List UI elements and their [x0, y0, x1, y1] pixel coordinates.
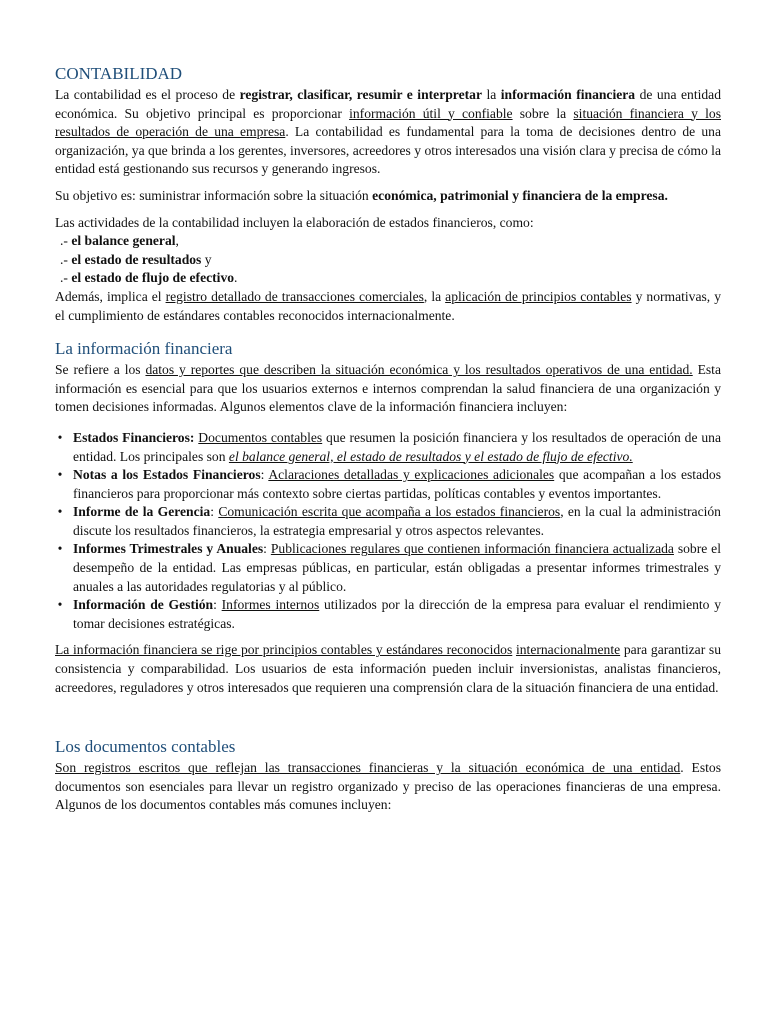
paragraph-definition — [55, 86, 721, 179]
text-span: la — [481, 87, 501, 102]
text-span: y — [201, 251, 212, 267]
list-item — [55, 429, 721, 466]
bold-text: Información de Gestión — [73, 597, 214, 613]
bullet-icon: • — [57, 597, 63, 613]
paragraph-records — [55, 759, 721, 815]
text-span: Se refiere a los — [55, 362, 146, 378]
text-span: que acompañan a los estados financieros para proporcionar más contexto sobre ciertas partidas, políticas contables y eventos importantes. — [73, 467, 721, 501]
bold-text: el balance general — [71, 233, 176, 249]
list-item — [60, 251, 721, 270]
bullet-icon: • — [57, 429, 63, 445]
underlined-text: Documentos contables — [198, 429, 323, 445]
paragraph-refers — [55, 361, 721, 417]
bold-text: registrar, clasificar, resumir e interpretar — [239, 87, 482, 102]
bullet-icon: • — [57, 541, 63, 557]
heading-informacion-financiera: La información financiera — [55, 339, 233, 359]
paragraph-objective — [55, 187, 721, 206]
underlined-text: La información financiera se rige por principios contables y estándares reconocidos — [55, 642, 513, 658]
text-span: , — [175, 233, 179, 249]
text-span: sobre la — [512, 105, 574, 121]
text-span: de una entidad económica. Su objetivo principal es proporcionar — [55, 87, 721, 121]
text-span: Su objetivo es: suministrar información sobre la situación — [55, 187, 373, 203]
text-span: Esta información es esencial para que los usuarios externos e internos comprendan la salud financiera de una organización y tomen decisiones informadas. Algunos elementos clave de la información financiera incluyen: — [55, 362, 721, 415]
heading-documentos-contables: Los documentos contables — [55, 737, 236, 757]
list-prefix: .- — [60, 233, 72, 249]
paragraph-additionally — [55, 288, 721, 325]
text-span: . La contabilidad es fundamental para la toma de decisiones dentro de una organización, ya que brinda a los gerentes, inversores, acreedores y otros interesados una visión clara y precisa de cómo la entidad está gestionando sus recursos y generando ingresos. — [55, 124, 722, 177]
italic-underlined-text: el balance general, el estado de resultados y el estado de flujo de efectivo. — [228, 448, 633, 464]
document-page — [55, 62, 721, 815]
text-span: : — [260, 467, 269, 483]
list-item — [55, 503, 721, 540]
list-item — [60, 232, 721, 251]
text-span: y normativas, y el cumplimiento de estándares contables reconocidos internacionalmente. — [55, 288, 722, 323]
text-span: La contabilidad es el proceso de — [55, 87, 240, 102]
list-item — [60, 269, 721, 288]
list-item — [55, 596, 721, 633]
underlined-text: Informes internos — [221, 597, 320, 613]
paragraph-activities: Las actividades de la contabilidad incluyen la elaboración de estados financieros, como: — [55, 214, 534, 230]
bold-text: Estados Financieros: — [73, 429, 195, 445]
key-elements-list — [55, 429, 721, 634]
text-span: . Estos documentos son esenciales para llevar un registro organizado y preciso de las operaciones financieras de una empresa. Algunos de los documentos contables más comunes incluyen: — [55, 760, 721, 813]
underlined-text: datos y reportes que describen la situación económica y los resultados operativos de una entidad. — [145, 362, 693, 378]
underlined-text: Son registros escritos que reflejan las transacciones financieras y la situación económica de una entidad — [55, 760, 681, 776]
list-prefix: .- — [60, 251, 72, 267]
text-span: que resumen la posición financiera y los resultados de operación de una entidad. Los principales son — [73, 429, 721, 464]
text-span: . — [234, 270, 238, 286]
bold-text: económica, patrimonial y financiera de la empresa. — [372, 187, 668, 203]
underlined-text: internacionalmente — [515, 642, 621, 658]
bold-text: Notas a los Estados Financieros — [73, 467, 261, 483]
bullet-icon: • — [57, 504, 63, 520]
bold-text: Informe de la Gerencia — [73, 504, 211, 520]
underlined-text: Aclaraciones detalladas y explicaciones adicionales — [268, 467, 555, 483]
text-span: : — [263, 541, 271, 557]
text-span: : — [213, 597, 222, 613]
paragraph-governed — [55, 641, 721, 697]
text-span: sobre el desempeño de la entidad. Las empresas públicas, en particular, están obligadas a presentar informes trimestrales y anuales a las autoridades regulatorias y al público. — [73, 541, 721, 594]
heading-contabilidad: CONTABILIDAD — [55, 64, 183, 83]
underlined-text: registro detallado de transacciones comerciales — [165, 288, 424, 304]
bold-text: el estado de resultados — [71, 251, 202, 267]
underlined-text: aplicación de principios contables — [445, 288, 632, 304]
underlined-text: información útil y confiable — [349, 105, 513, 121]
text-span: utilizados por la dirección de la empresa para evaluar el rendimiento y tomar decisiones estratégicas. — [73, 597, 722, 631]
bold-text: información financiera — [500, 87, 636, 102]
text-span: para garantizar su consistencia y comparabilidad. Los usuarios de esta información pueden incluir inversionistas, analistas financieros, acreedores, reguladores y otros interesados que requieren una comprensión clara de la situación financiera de una entidad. — [55, 642, 721, 695]
bullet-icon: • — [57, 467, 63, 483]
list-prefix: .- — [60, 270, 72, 286]
text-span: Además, implica el — [55, 288, 166, 304]
bold-text: Informes Trimestrales y Anuales — [73, 541, 264, 557]
text-span: , en la cual la administración discute los resultados financieros, la estrategia empresarial y otros aspectos relevantes. — [73, 504, 721, 538]
underlined-text: Comunicación escrita que acompaña a los estados financieros — [218, 504, 561, 520]
text-span: , la — [423, 288, 446, 304]
underlined-text: situación financiera y los resultados de operación de una empresa — [55, 105, 721, 140]
underlined-text: Publicaciones regulares que contienen información financiera actualizada — [270, 541, 674, 557]
bold-text: el estado de flujo de efectivo — [71, 270, 235, 286]
text-span: : — [210, 504, 219, 520]
list-item — [55, 540, 721, 596]
statements-list — [60, 232, 721, 288]
list-item — [55, 466, 721, 503]
